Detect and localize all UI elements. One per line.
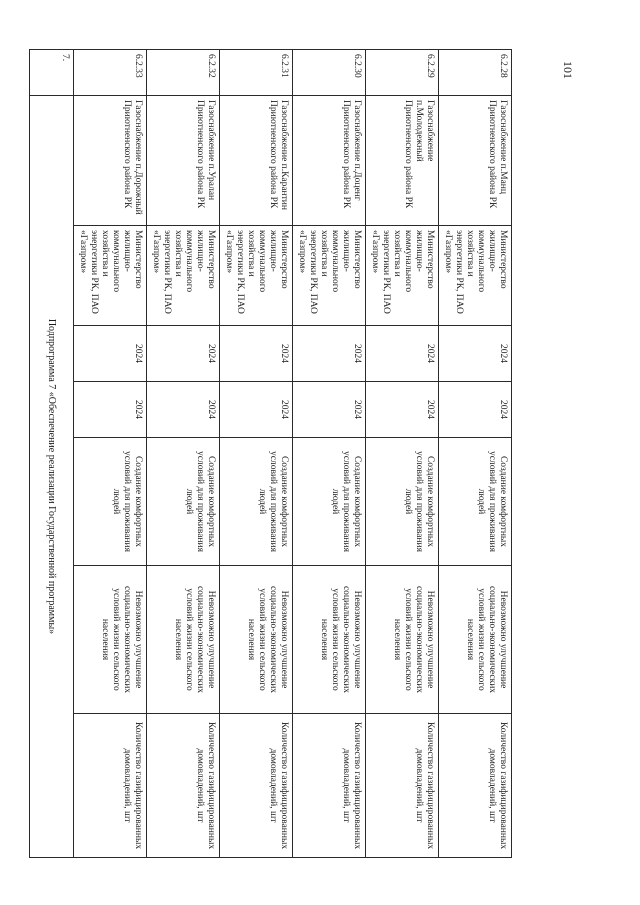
target-indicator-cell: Количество газифицированных домовладений, шт <box>439 714 512 858</box>
target-indicator-cell: Количество газифицированных домовладений, шт <box>293 714 366 858</box>
end-year-cell: 2024 <box>220 382 293 438</box>
end-year-cell: 2024 <box>293 382 366 438</box>
non-implementation-consequence-cell: Невозможно улучшение социально-экономических условий жизни сельского населения <box>74 566 147 714</box>
table-row <box>366 50 439 858</box>
program-table <box>29 49 512 858</box>
target-indicator-cell: Количество газифицированных домовладений, шт <box>366 714 439 858</box>
non-implementation-consequence-cell: Невозможно улучшение социально-экономических условий жизни сельского населения <box>220 566 293 714</box>
rotated-table-container <box>48 49 512 857</box>
target-indicator-cell: Количество газифицированных домовладений, шт <box>74 714 147 858</box>
expected-result-cell: Создание комфортных условий для проживания людей <box>147 438 220 566</box>
executor-cell: Министерство жилищно-коммунального хозяйства и энергетики РК, ПАО «Газпром» <box>147 226 220 326</box>
measure-name-cell: Газоснабжение п.Доценг Приютненского района РК <box>293 96 366 226</box>
page-number: 101 <box>561 61 575 79</box>
expected-result-cell: Создание комфортных условий для проживания людей <box>366 438 439 566</box>
subprogram-row <box>30 50 74 858</box>
measure-name-cell: Газоснабжение п.Дорожный Приютненского района РК <box>74 96 147 226</box>
end-year-cell: 2024 <box>439 382 512 438</box>
row-number-cell: 6.2.32 <box>147 50 220 96</box>
start-year-cell: 2024 <box>293 326 366 382</box>
table-row <box>293 50 366 858</box>
subprogram-title: Подпрограмма 7 «Обеспечение реализации Государственной программы» <box>30 96 74 858</box>
table-row <box>147 50 220 858</box>
non-implementation-consequence-cell: Невозможно улучшение социально-экономических условий жизни сельского населения <box>439 566 512 714</box>
measure-name-cell: Газоснабжение п.Уралан Приютненского района РК <box>147 96 220 226</box>
subprogram-number: 7. <box>30 50 74 96</box>
row-number-cell: 6.2.33 <box>74 50 147 96</box>
executor-cell: Министерство жилищно-коммунального хозяйства и энергетики РК, ПАО «Газпром» <box>366 226 439 326</box>
executor-cell: Министерство жилищно-коммунального хозяйства и энергетики РК, ПАО «Газпром» <box>439 226 512 326</box>
expected-result-cell: Создание комфортных условий для проживания людей <box>220 438 293 566</box>
end-year-cell: 2024 <box>366 382 439 438</box>
table-row <box>74 50 147 858</box>
target-indicator-cell: Количество газифицированных домовладений, шт <box>220 714 293 858</box>
expected-result-cell: Создание комфортных условий для проживания людей <box>74 438 147 566</box>
non-implementation-consequence-cell: Невозможно улучшение социально-экономических условий жизни сельского населения <box>293 566 366 714</box>
expected-result-cell: Создание комфортных условий для проживания людей <box>439 438 512 566</box>
end-year-cell: 2024 <box>147 382 220 438</box>
measure-name-cell: Газоснабжение п.Манц Приютненского района РК <box>439 96 512 226</box>
non-implementation-consequence-cell: Невозможно улучшение социально-экономических условий жизни сельского населения <box>366 566 439 714</box>
expected-result-cell: Создание комфортных условий для проживания людей <box>293 438 366 566</box>
non-implementation-consequence-cell: Невозможно улучшение социально-экономических условий жизни сельского населения <box>147 566 220 714</box>
row-number-cell: 6.2.30 <box>293 50 366 96</box>
executor-cell: Министерство жилищно-коммунального хозяйства и энергетики РК, ПАО «Газпром» <box>74 226 147 326</box>
start-year-cell: 2024 <box>439 326 512 382</box>
executor-cell: Министерство жилищно-коммунального хозяйства и энергетики РК, ПАО «Газпром» <box>220 226 293 326</box>
start-year-cell: 2024 <box>366 326 439 382</box>
table-row <box>439 50 512 858</box>
table-row <box>220 50 293 858</box>
measure-name-cell: Газоснабжение п.Молодежный Приютненского района РК <box>366 96 439 226</box>
measure-name-cell: Газоснабжение п.Карантин Приютненского района РК <box>220 96 293 226</box>
row-number-cell: 6.2.28 <box>439 50 512 96</box>
executor-cell: Министерство жилищно-коммунального хозяйства и энергетики РК, ПАО «Газпром» <box>293 226 366 326</box>
start-year-cell: 2024 <box>220 326 293 382</box>
end-year-cell: 2024 <box>74 382 147 438</box>
start-year-cell: 2024 <box>74 326 147 382</box>
row-number-cell: 6.2.29 <box>366 50 439 96</box>
start-year-cell: 2024 <box>147 326 220 382</box>
target-indicator-cell: Количество газифицированных домовладений, шт <box>147 714 220 858</box>
row-number-cell: 6.2.31 <box>220 50 293 96</box>
